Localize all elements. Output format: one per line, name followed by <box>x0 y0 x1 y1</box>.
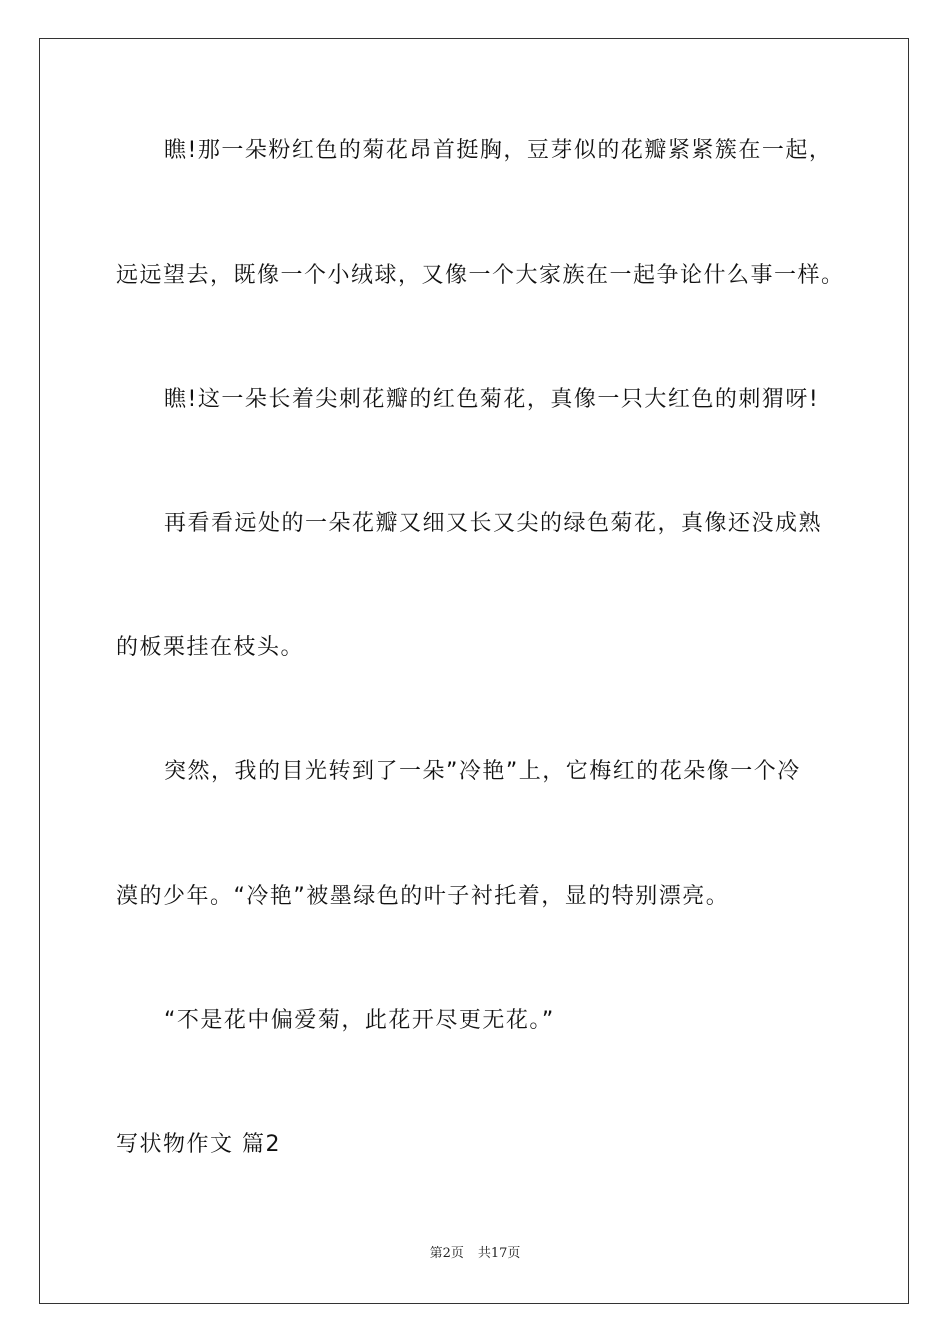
paragraph-line-7: 漠的少年。“冷艳”被墨绿色的叶子衬托着，显的特别漂亮。 <box>116 884 730 909</box>
paragraph-line-3: 瞧!这一朵长着尖刺花瓣的红色菊花，真像一只大红色的刺猬呀! <box>164 387 820 412</box>
paragraph-line-6: 突然，我的目光转到了一朵”冷艳”上，它梅红的花朵像一个冷 <box>164 759 801 784</box>
page-footer <box>0 1245 950 1263</box>
page-frame <box>39 38 909 1304</box>
paragraph-line-1: 瞧!那一朵粉红色的菊花昂首挺胸，豆芽似的花瓣紧紧簇在一起， <box>164 138 833 163</box>
paragraph-line-5: 的板栗挂在枝头。 <box>116 635 305 660</box>
paragraph-line-2: 远远望去，既像一个小绒球，又像一个大家族在一起争论什么事一样。 <box>116 263 845 288</box>
paragraph-line-4: 再看看远处的一朵花瓣又细又长又尖的绿色菊花，真像还没成熟 <box>164 511 823 536</box>
quote-line: “不是花中偏爱菊，此花开尽更无花。” <box>164 1008 555 1033</box>
page-number: 第2页 <box>429 1246 464 1261</box>
total-pages: 共17页 <box>477 1246 521 1261</box>
section-heading: 写状物作文 篇2 <box>116 1132 281 1157</box>
